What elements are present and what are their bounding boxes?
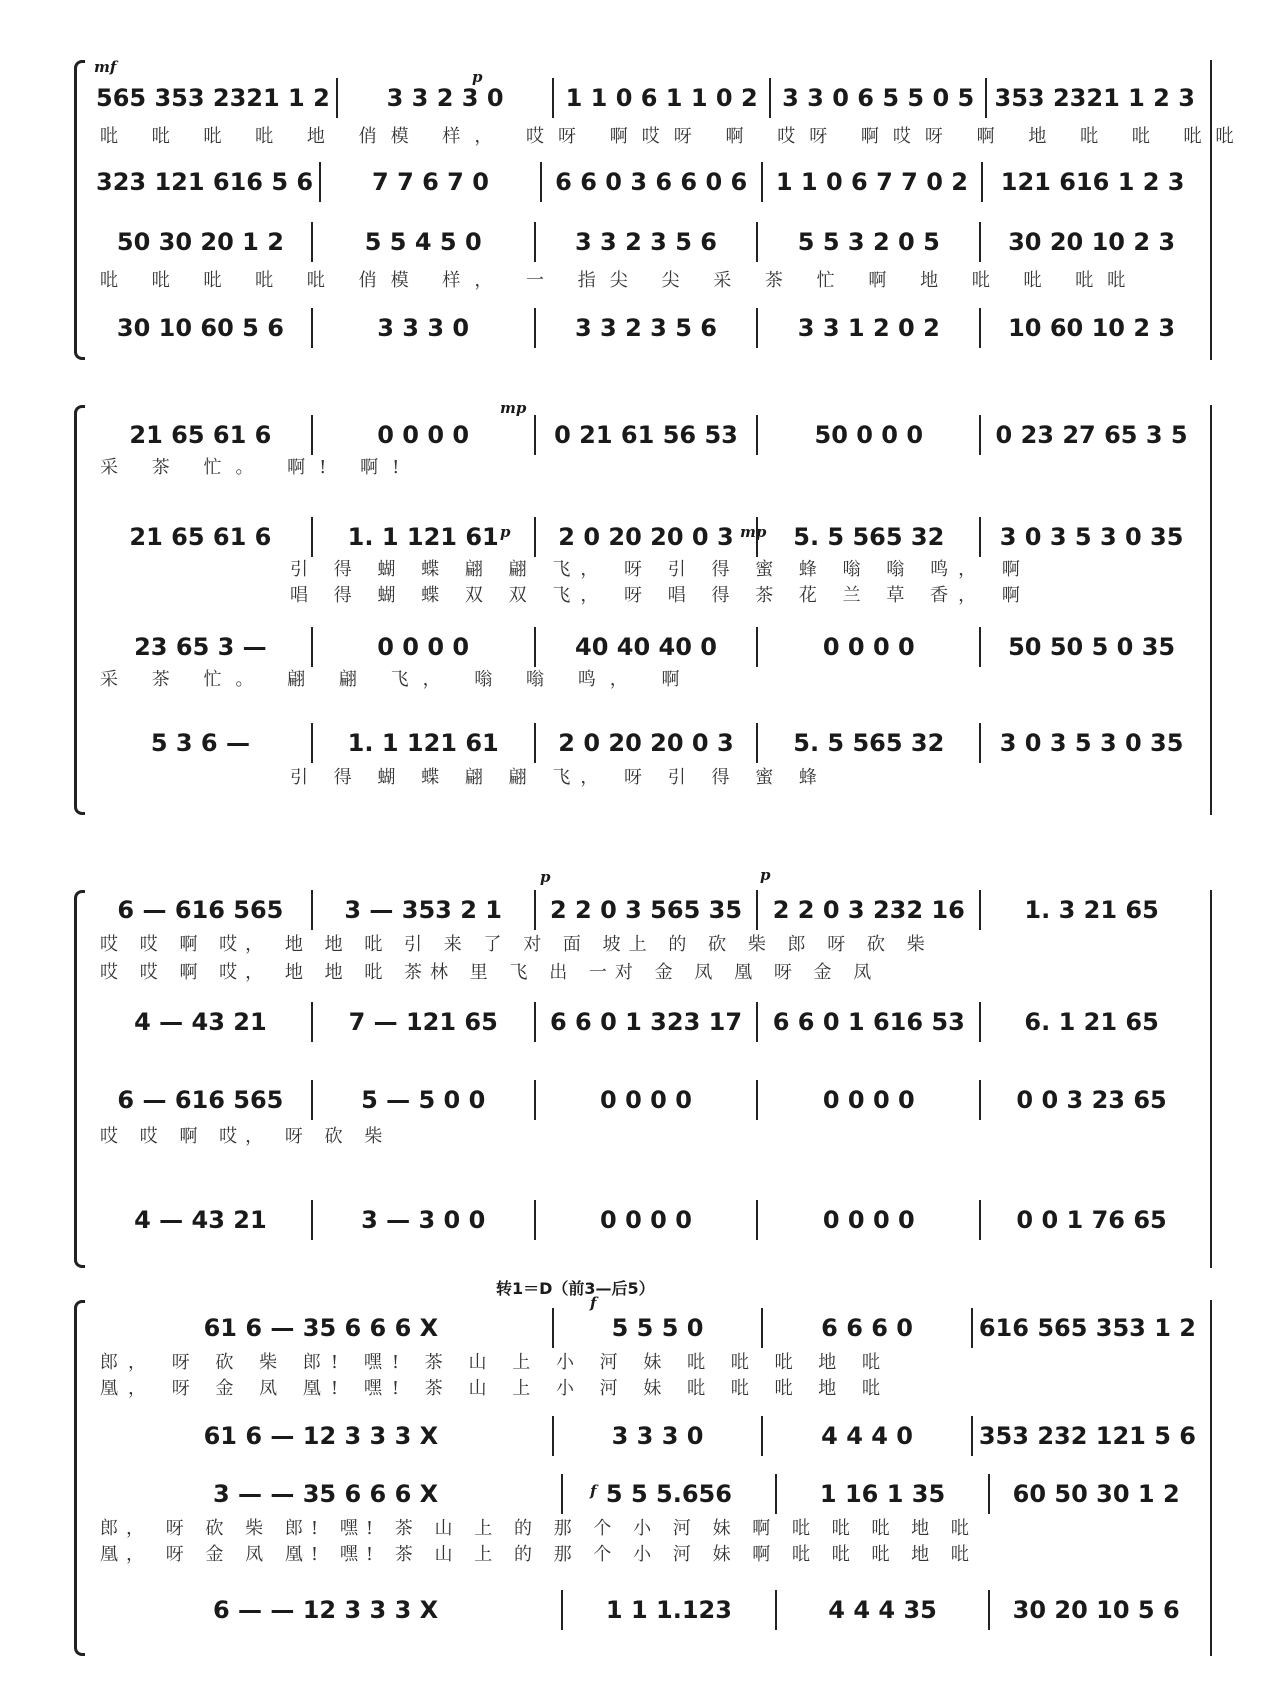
dynamic-p: p <box>472 68 483 86</box>
measure: 1. 1 121 61 <box>313 723 536 763</box>
lyric-line: 吡 吡 吡 吡 地 俏模 样， 哎呀 啊哎呀 啊 哎呀 啊哎呀 啊 地 吡 吡 吡吡 <box>100 126 1248 147</box>
measure: 3 0 3 5 3 0 35 <box>999 729 1184 757</box>
measure: 10 60 10 2 3 <box>1008 314 1176 342</box>
measure: 0 0 0 0 <box>313 415 536 455</box>
measure: 3 3 3 0 <box>313 308 536 348</box>
measure: 30 10 60 5 6 <box>90 308 313 348</box>
measure: 21 65 61 6 <box>90 517 313 557</box>
measure: 2 2 0 3 232 16 <box>758 890 981 930</box>
measure: 0 0 0 0 <box>758 1080 981 1120</box>
staff-row-alto-2 <box>90 723 1202 763</box>
measure: 6 6 0 1 323 17 <box>536 1002 759 1042</box>
measure: 5 5 5.656 <box>563 1474 777 1514</box>
staff-row-soprano-2 <box>90 1416 1202 1456</box>
measure: 3 3 3 0 <box>554 1416 764 1456</box>
lyric-line: 哎 哎 啊 哎， 呀 砍 柴 <box>100 1126 391 1147</box>
measure: 6. 1 21 65 <box>1024 1008 1159 1036</box>
measure: 323 121 616 5 6 <box>90 162 321 202</box>
staff-row-soprano-1 <box>90 890 1202 930</box>
measure: 0 0 0 0 <box>758 1200 981 1240</box>
measure: 0 0 0 0 <box>758 627 981 667</box>
measure: 3 3 1 2 0 2 <box>758 308 981 348</box>
measure: 2 0 20 20 0 3 <box>536 723 759 763</box>
measure: 6 6 6 0 <box>763 1308 973 1348</box>
lyric-line: 采 茶 忙。 啊! 啊! <box>100 457 414 478</box>
measure: 5 5 3 2 0 5 <box>758 222 981 262</box>
key-change-annotation: 转1＝D（前3—后5） <box>496 1279 655 1298</box>
measure: 3 0 3 5 3 0 35 <box>999 523 1184 551</box>
measure: 40 40 40 0 <box>536 627 759 667</box>
measure: 21 65 61 6 <box>90 415 313 455</box>
lyric-line: 引 得 蝴 蝶 翩 翩 飞， 呀 引 得 蜜 蜂 嗡 嗡 鸣， 啊 <box>290 559 1030 580</box>
measure: 3 3 0 6 5 5 0 5 <box>771 78 988 118</box>
staff-row-alto-1 <box>90 1080 1202 1120</box>
staff-row-alto-2 <box>90 308 1202 348</box>
measure: 565 353 2321 1 2 <box>90 78 338 118</box>
measure: 5 3 6 — <box>90 723 313 763</box>
dynamic-p: p <box>760 866 771 884</box>
staff-row-soprano-2 <box>90 1002 1202 1042</box>
staff-row-alto-1 <box>90 222 1202 262</box>
staff-row-alto-1 <box>90 1474 1202 1514</box>
measure: 0 21 61 56 53 <box>536 415 759 455</box>
measure: 7 — 121 65 <box>313 1002 536 1042</box>
system-end-barline <box>1210 405 1212 815</box>
measure: 1. 1 121 61 <box>313 517 536 557</box>
lyric-line: 郎， 呀 砍 柴 郎! 嘿! 茶 山 上 小 河 妹 吡 吡 吡 地 吡 <box>100 1352 891 1373</box>
measure: 0 0 1 76 65 <box>1016 1206 1167 1234</box>
measure: 7 7 6 7 0 <box>321 162 542 202</box>
measure: 4 4 4 35 <box>777 1590 991 1630</box>
measure: 3 3 2 3 5 6 <box>536 308 759 348</box>
measure: 2 2 0 3 565 35 <box>536 890 759 930</box>
lyric-line: 唱 得 蝴 蝶 双 双 飞， 呀 唱 得 茶 花 兰 草 香， 啊 <box>290 585 1030 606</box>
measure: 6 — 616 565 <box>90 1080 313 1120</box>
score-system-4 <box>80 1294 1212 1656</box>
dynamic-f: f <box>590 1482 597 1500</box>
lyric-line: 凰， 呀 金 凤 凰! 嘿! 茶 山 上 的 那 个 小 河 妹 啊 吡 吡 吡 地 吡 <box>100 1544 977 1565</box>
measure: 1. 3 21 65 <box>1024 896 1159 924</box>
measure: 353 232 121 5 6 <box>978 1422 1196 1450</box>
measure: 6 6 0 3 6 6 0 6 <box>542 162 763 202</box>
measure: 0 0 0 0 <box>536 1200 759 1240</box>
measure: 1 1 0 6 7 7 0 2 <box>763 162 984 202</box>
measure: 50 0 0 0 <box>758 415 981 455</box>
measure: 1 16 1 35 <box>777 1474 991 1514</box>
measure: 3 — 3 0 0 <box>313 1200 536 1240</box>
measure: 2 0 20 20 0 3 <box>536 517 759 557</box>
dynamic-p: p <box>540 868 551 886</box>
measure: 50 50 5 0 35 <box>1008 633 1176 661</box>
dynamic-p: p <box>500 523 511 541</box>
measure: 353 2321 1 2 3 <box>994 84 1195 112</box>
system-end-barline <box>1210 60 1212 360</box>
score-system-1 <box>80 58 1248 360</box>
score-system-3 <box>80 866 1212 1268</box>
staff-row-soprano-2 <box>90 517 1202 557</box>
measure: 30 20 10 5 6 <box>1012 1596 1180 1624</box>
measure: 50 30 20 1 2 <box>90 222 313 262</box>
system-brace <box>74 890 85 1268</box>
dynamic-mf: mf <box>94 58 117 76</box>
lyric-line: 哎 哎 啊 哎， 地 地 吡 引 来 了 对 面 坡上 的 砍 柴 郎 呀 砍 柴 <box>100 934 933 955</box>
measure: 23 65 3 — <box>90 627 313 667</box>
measure: 1 1 0 6 1 1 0 2 <box>554 78 771 118</box>
dynamic-f: f <box>590 1294 597 1312</box>
staff-row-alto-2 <box>90 1590 1202 1630</box>
system-brace <box>74 1300 85 1656</box>
staff-row-alto-1 <box>90 627 1202 667</box>
dynamic-mp: mp <box>740 523 767 541</box>
staff-row-soprano-1 <box>90 1308 1202 1348</box>
measure: 6 6 0 1 616 53 <box>758 1002 981 1042</box>
measure: 1 1 1.123 <box>563 1590 777 1630</box>
lyric-line: 引 得 蝴 蝶 翩 翩 飞， 呀 引 得 蜜 蜂 <box>290 767 827 788</box>
measure: 4 — 43 21 <box>90 1002 313 1042</box>
lyric-line: 郎， 呀 砍 柴 郎! 嘿! 茶 山 上 的 那 个 小 河 妹 啊 吡 吡 吡 地 吡 <box>100 1518 977 1539</box>
lyric-line: 哎 哎 啊 哎， 地 地 吡 茶林 里 飞 出 一对 金 凤 凰 呀 金 凤 <box>100 962 880 983</box>
measure: 60 50 30 1 2 <box>1012 1480 1180 1508</box>
measure: 5 5 4 5 0 <box>313 222 536 262</box>
measure: 5. 5 565 32 <box>758 723 981 763</box>
system-brace <box>74 405 85 815</box>
measure: 3 3 2 3 5 6 <box>536 222 759 262</box>
system-brace <box>74 60 85 360</box>
staff-row-soprano-1 <box>90 415 1202 455</box>
measure: 4 4 4 0 <box>763 1416 973 1456</box>
dynamic-mp: mp <box>500 399 527 417</box>
measure: 5 5 5 0 <box>554 1308 764 1348</box>
measure: 30 20 10 2 3 <box>1008 228 1176 256</box>
measure: 3 3 2 3 0 <box>338 78 555 118</box>
measure: 6 — 616 565 <box>90 890 313 930</box>
measure: 616 565 353 1 2 <box>978 1314 1196 1342</box>
measure: 0 0 0 0 <box>313 627 536 667</box>
measure: 0 23 27 65 3 5 <box>995 421 1188 449</box>
measure: 5 — 5 0 0 <box>313 1080 536 1120</box>
score-system-2 <box>80 399 1212 815</box>
measure: 3 — — 35 6 6 6 X <box>90 1474 563 1514</box>
system-end-barline <box>1210 890 1212 1268</box>
measure: 4 — 43 21 <box>90 1200 313 1240</box>
measure: 121 616 1 2 3 <box>1000 168 1185 196</box>
system-end-barline <box>1210 1300 1212 1656</box>
measure: 3 — 353 2 1 <box>313 890 536 930</box>
lyric-line: 吡 吡 吡 吡 吡 俏模 样， 一 指尖 尖 采 茶 忙 啊 地 吡 吡 吡吡 <box>100 270 1140 291</box>
staff-row-alto-2 <box>90 1200 1202 1240</box>
measure: 0 0 3 23 65 <box>1016 1086 1167 1114</box>
lyric-line: 采 茶 忙。 翩 翩 飞， 嗡 嗡 鸣， 啊 <box>100 669 694 690</box>
measure: 5. 5 565 32 <box>758 517 981 557</box>
measure: 6 — — 12 3 3 3 X <box>90 1590 563 1630</box>
lyric-line: 凰， 呀 金 凤 凰! 嘿! 茶 山 上 小 河 妹 吡 吡 吡 地 吡 <box>100 1378 891 1399</box>
measure: 61 6 — 12 3 3 3 X <box>90 1416 554 1456</box>
measure: 0 0 0 0 <box>536 1080 759 1120</box>
staff-row-soprano-1 <box>90 78 1202 118</box>
staff-row-soprano-2 <box>90 162 1202 202</box>
measure: 61 6 — 35 6 6 6 X <box>90 1308 554 1348</box>
